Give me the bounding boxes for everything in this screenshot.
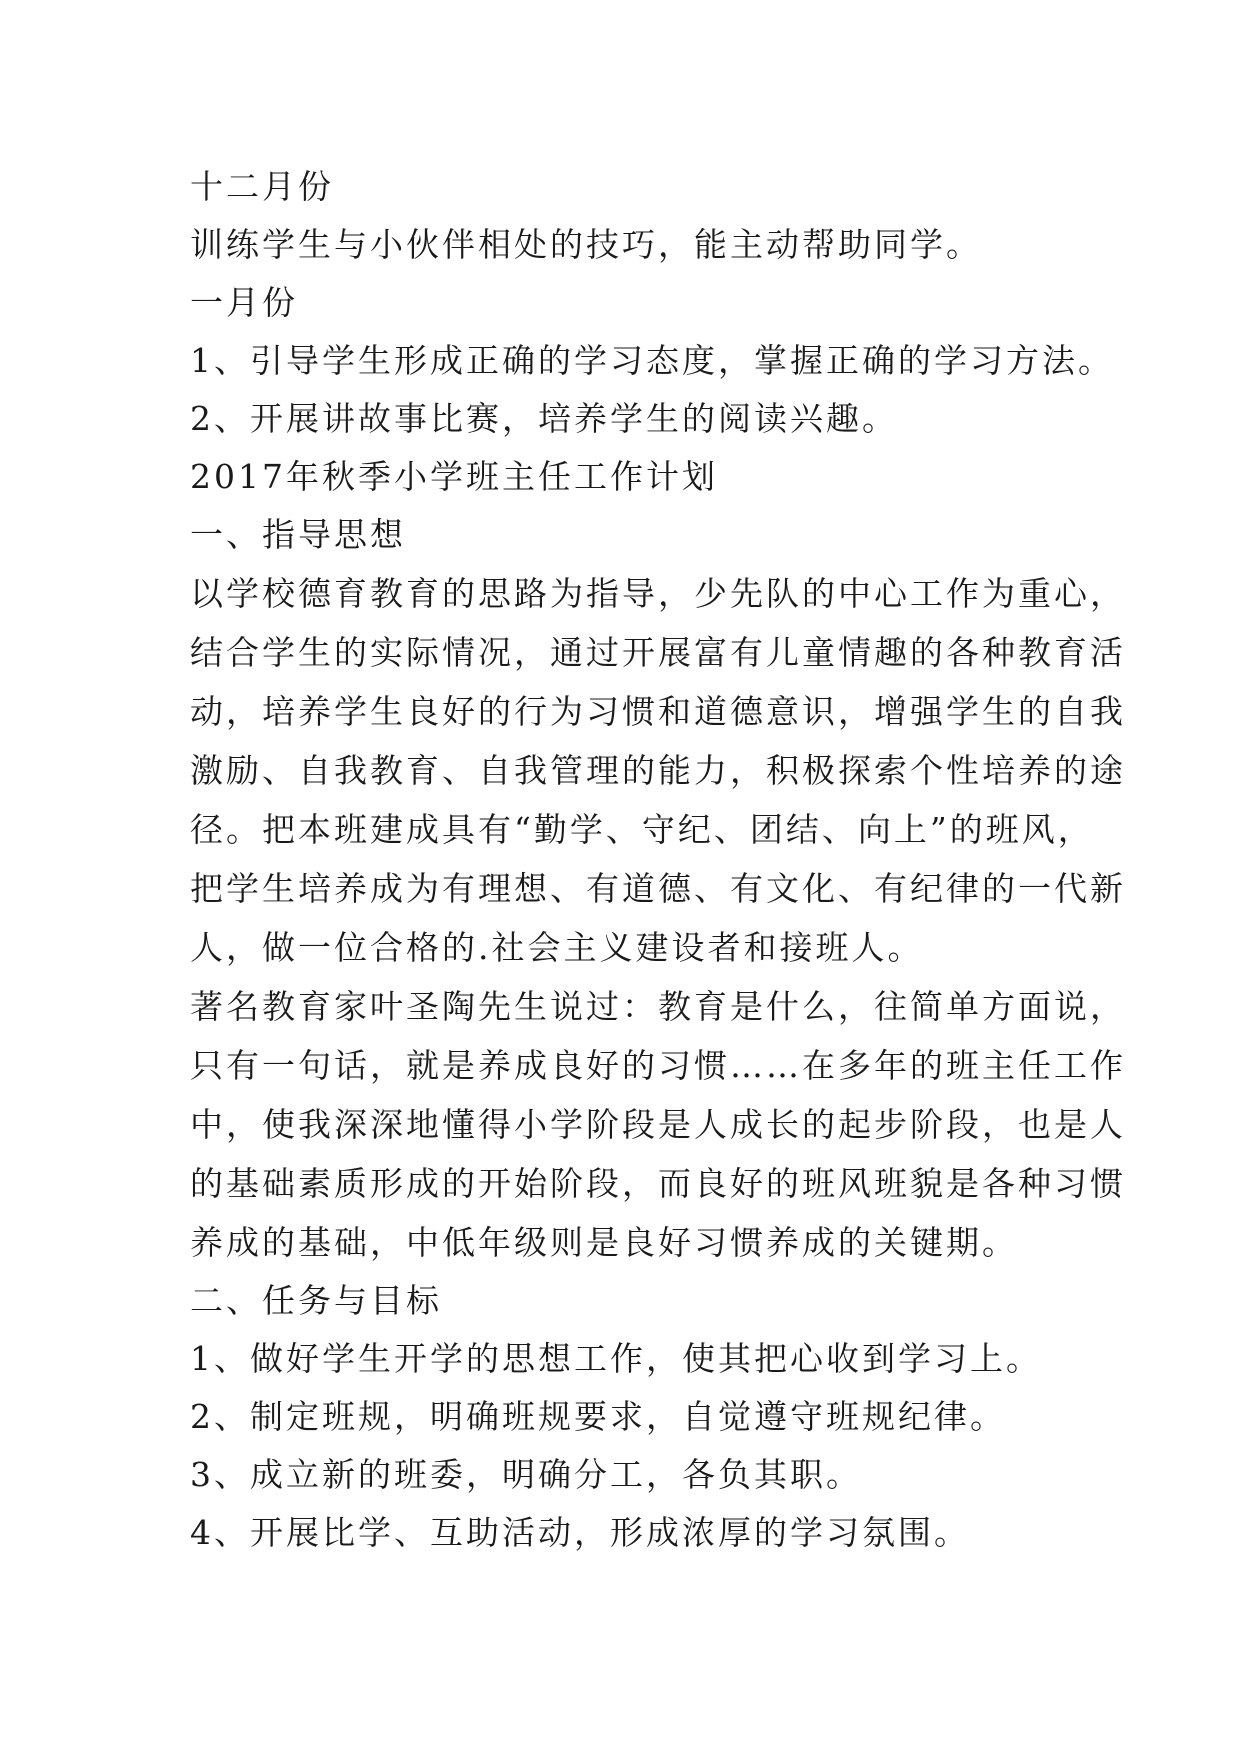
paragraph-guiding-thought — [190, 564, 1126, 977]
list-item: 1、做好学生开学的思想工作，使其把心收到学习上。 — [190, 1339, 1042, 1378]
paragraph-line: 人，做一位合格的.社会主义建设者和接班人。 — [190, 928, 924, 967]
paragraph-line: 动，培养学生良好的行为习惯和道德意识，增强学生的自我 — [190, 692, 1126, 731]
paragraph-line: 把学生培养成为有理想、有道德、有文化、有纪律的一代新 — [190, 869, 1126, 908]
list-item: 2、制定班规，明确班规要求，自觉遵守班规纪律。 — [190, 1397, 1006, 1436]
list-item: 2、开展讲故事比赛，培养学生的阅读兴趣。 — [190, 399, 898, 438]
list-item: 1、引导学生形成正确的学习态度，掌握正确的学习方法。 — [190, 341, 1114, 380]
paragraph-line: 激励、自我教育、自我管理的能力，积极探索个性培养的途 — [190, 751, 1126, 790]
list-item: 3、成立新的班委，明确分工，各负其职。 — [190, 1455, 862, 1494]
paragraph-line: 中，使我深深地懂得小学阶段是人成长的起步阶段，也是人 — [190, 1105, 1126, 1144]
document-page — [190, 158, 1126, 1562]
heading-december: 十二月份 — [190, 167, 334, 206]
paragraph-line: 结合学生的实际情况，通过开展富有儿童情趣的各种教育活 — [190, 633, 1126, 672]
paragraph-line: 以学校德育教育的思路为指导，少先队的中心工作为重心， — [190, 574, 1126, 613]
paragraph-line: 只有一句话，就是养成良好的习惯……在多年的班主任工作 — [190, 1046, 1126, 1085]
paragraph-line: 养成的基础，中低年级则是良好习惯养成的关键期。 — [190, 1223, 1018, 1262]
heading-january: 一月份 — [190, 283, 298, 322]
section-heading-tasks-goals: 二、任务与目标 — [190, 1281, 442, 1320]
text-line: 训练学生与小伙伴相处的技巧，能主动帮助同学。 — [190, 225, 982, 264]
paragraph-line: 著名教育家叶圣陶先生说过：教育是什么，往简单方面说， — [190, 987, 1126, 1026]
paragraph-quote — [190, 977, 1126, 1272]
document-title: 2017年秋季小学班主任工作计划 — [190, 457, 718, 496]
section-heading-guiding-thought: 一、指导思想 — [190, 515, 406, 554]
paragraph-line: 径。把本班建成具有“勤学、守纪、团结、向上”的班风， — [190, 810, 1094, 849]
paragraph-line: 的基础素质形成的开始阶段，而良好的班风班貌是各种习惯 — [190, 1164, 1126, 1203]
list-item: 4、开展比学、互助活动，形成浓厚的学习氛围。 — [190, 1513, 970, 1552]
